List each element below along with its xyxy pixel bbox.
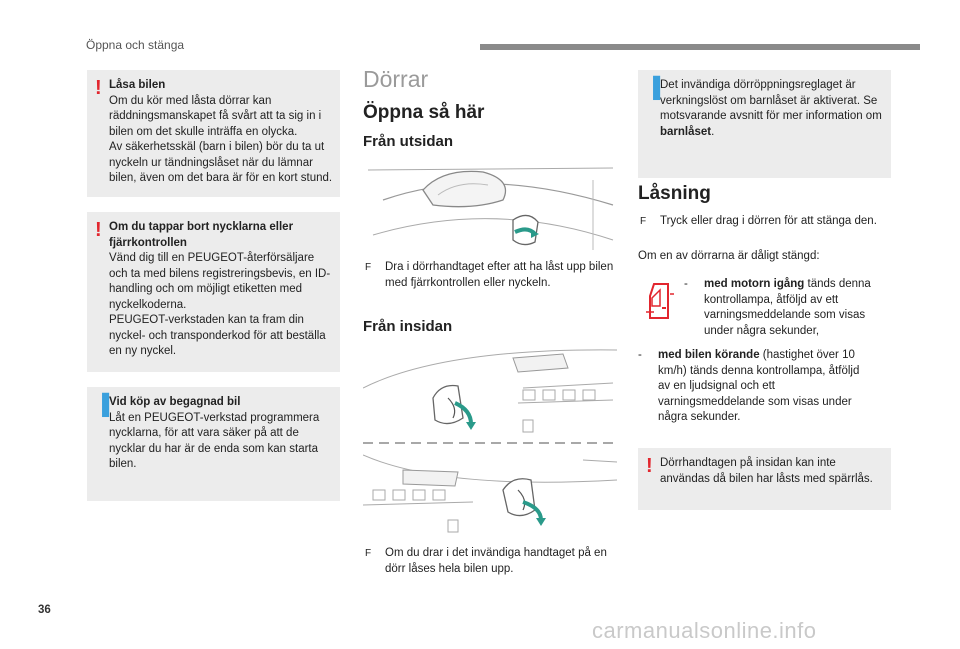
note-title: Om du tappar bort nycklarna eller fjärrkontrollen xyxy=(109,221,294,249)
inside-door-handle-illustration-bottom xyxy=(363,450,617,540)
child-lock-term: barnlåset xyxy=(660,125,712,138)
step-bullet-icon: F xyxy=(640,216,647,227)
engine-on-item: - med motorn igång tänds denna kontrollampa, åtföljd av ett varningsmeddelande som visas under några sekunder, xyxy=(684,278,871,337)
moving-item: - med bilen körande (hastighet över 10 km/h) tänds denna kontrollampa, åtföljd av en ljudsignal och ett varningsmeddelande som visas under några sekunder. xyxy=(638,349,860,423)
note-lost-keys xyxy=(87,212,340,372)
step-bullet-icon: F xyxy=(365,548,372,559)
info-icon: ▐ xyxy=(95,394,110,416)
note-locking-car xyxy=(87,70,340,197)
warning-icon: ! xyxy=(95,77,102,99)
note-body: Om du kör med låsta dörrar kan räddningsmanskapet få svårt att ta sig in i bilen om det skulle inträffa en olycka. Av säkerhetsskäl (barn i bilen) bör du ta ut nyckeln ur tändningslåset när du lämnar bilen, även om det bara är för en kort stund. xyxy=(109,94,333,184)
note-title: Låsa bilen xyxy=(109,79,166,91)
outside-step: F Dra i dörrhandtaget efter att ha låst upp bilen med fjärrkontrollen eller nyckeln. xyxy=(365,261,614,289)
inside-heading: Från insidan xyxy=(363,318,453,335)
locking-heading: Låsning xyxy=(638,183,711,204)
separator-dashed-line xyxy=(363,440,617,446)
info-icon: ▐ xyxy=(646,77,661,99)
inside-step: F Om du drar i det invändiga handtaget på en dörr låses hela bilen upp. xyxy=(365,547,607,575)
note-body: Låt en PEUGEOT-verkstad programmera nycklarna, för att vara säker på att de nycklar du har är de enda som kan starta bilen. xyxy=(109,411,320,470)
locking-step: F Tryck eller drag i dörren för att stänga den. xyxy=(640,214,892,230)
note-deadlock: ! Dörrhandtagen på insidan kan inte användas då bilen har låsts med spärrlås. xyxy=(638,448,891,510)
door-ajar-intro: Om en av dörrarna är dåligt stängd: xyxy=(638,250,820,262)
page-number: 36 xyxy=(38,604,51,616)
header-bar xyxy=(480,44,920,50)
note-child-lock: ▐ Det invändiga dörröppningsreglaget är verkningslöst om barnlåset är aktiverat. Se motsvarande avsnitt för mer information om barnlåset. xyxy=(638,70,891,178)
inside-door-handle-illustration-top xyxy=(363,348,617,440)
warning-icon: ! xyxy=(95,219,102,241)
watermark: carmanualsonline.info xyxy=(592,618,817,643)
note-title: Vid köp av begagnad bil xyxy=(109,396,241,408)
step-bullet-icon: F xyxy=(365,262,372,273)
door-open-warning-icon xyxy=(644,282,676,320)
open-heading: Öppna så här xyxy=(363,102,485,123)
note-body: Vänd dig till en PEUGEOT-återförsäljare och ta med bilens registreringsbevis, en ID-handling och om möjligt etiketten med nyckelkoderna. PEUGEOT-verkstaden kan ta fram din nyckel- och transponderkod för att beställa en ny nyckel. xyxy=(109,252,331,357)
warning-icon: ! xyxy=(646,455,653,477)
outside-heading: Från utsidan xyxy=(363,133,454,150)
section-heading: Dörrar xyxy=(363,66,429,92)
note-used-car xyxy=(87,387,340,501)
page-header-title: Öppna och stänga xyxy=(86,38,185,52)
outside-door-handle-illustration xyxy=(363,160,617,255)
